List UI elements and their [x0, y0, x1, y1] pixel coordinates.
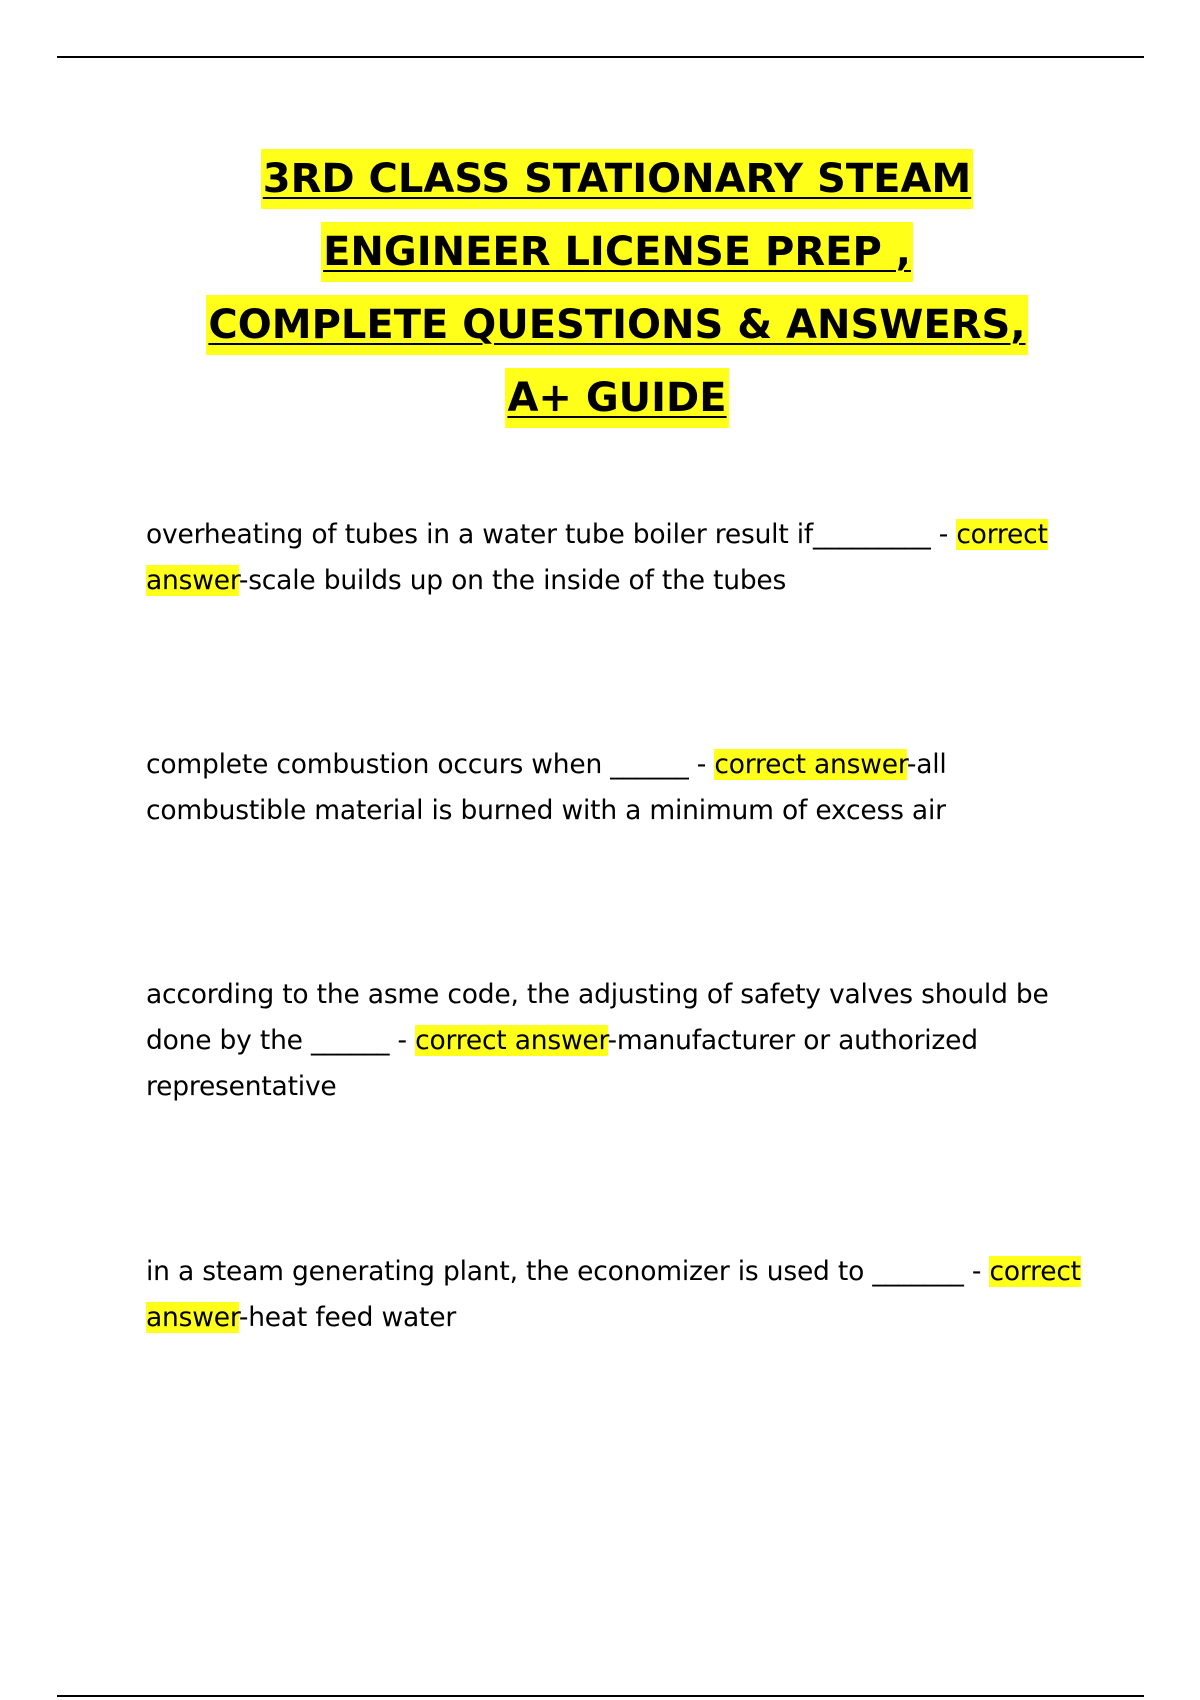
answer-label: correct answer	[146, 519, 1048, 596]
qa-item-3	[146, 972, 1106, 1110]
answer-label: correct answer	[714, 749, 907, 780]
title-line: ENGINEER LICENSE PREP ,	[321, 222, 913, 282]
document-title	[100, 143, 1134, 435]
answer-text: -all combustible material is burned with a minimum of excess air	[146, 749, 947, 826]
question-text: overheating of tubes in a water tube boiler result if_________ -	[146, 519, 957, 550]
qa-item-4	[146, 1249, 1106, 1341]
answer-text: -manufacturer or authorized representative	[146, 1025, 978, 1102]
question-text: in a steam generating plant, the economizer is used to _______ -	[146, 1256, 990, 1287]
title-line: A+ GUIDE	[505, 368, 728, 428]
answer-text: -scale builds up on the inside of the tubes	[238, 565, 787, 596]
answer-label: correct answer	[146, 1256, 1081, 1333]
qa-item-1	[146, 512, 1106, 604]
answer-text: -heat feed water	[238, 1302, 457, 1333]
question-text: according to the asme code, the adjusting of safety valves should be done by the ______ -	[146, 979, 1049, 1056]
top-rule	[57, 56, 1144, 58]
question-text: complete combustion occurs when ______ -	[146, 749, 715, 780]
title-line: COMPLETE QUESTIONS & ANSWERS,	[206, 295, 1027, 355]
title-line: 3RD CLASS STATIONARY STEAM	[261, 149, 973, 209]
answer-label: correct answer	[415, 1025, 608, 1056]
bottom-rule	[57, 1695, 1144, 1697]
qa-item-2	[146, 742, 1106, 834]
